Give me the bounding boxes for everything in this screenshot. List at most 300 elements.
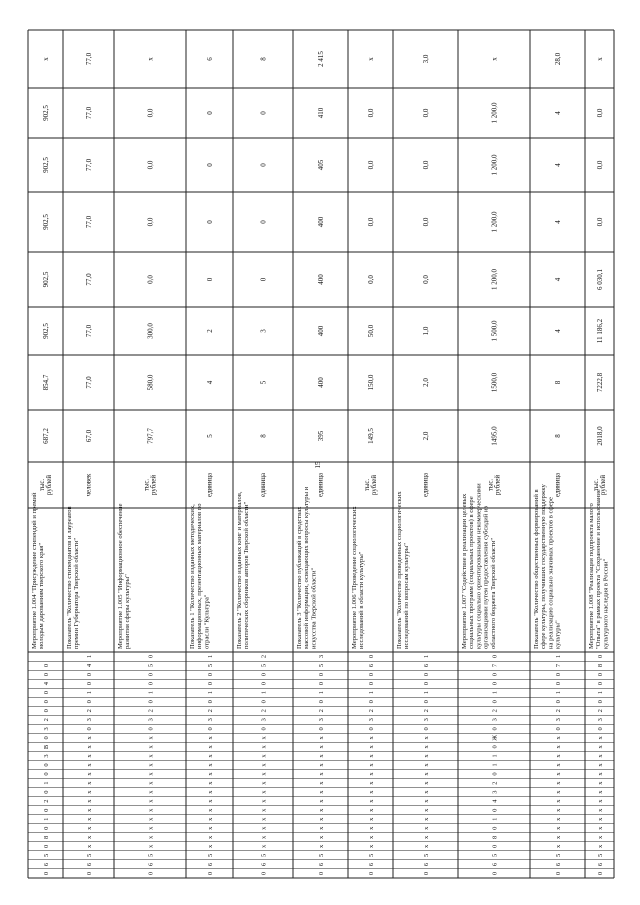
code-digit: 6 — [207, 862, 214, 867]
code-digit: 0 — [147, 700, 155, 704]
code-digit: x — [318, 790, 325, 794]
code-digit: 2 — [597, 709, 604, 713]
code-digit: 5 — [491, 853, 499, 858]
code-digit: x — [147, 808, 155, 812]
code-digit: 2 — [555, 709, 562, 713]
cell-value: 0,0 — [422, 160, 430, 170]
code-digit: x — [555, 736, 562, 740]
code-digit: 0 — [260, 871, 268, 876]
cell-name-line: Показатель "Количество проведенных социологических — [396, 491, 403, 649]
code-digit: 0 — [597, 700, 604, 704]
code-digit: 3 — [491, 790, 499, 794]
code-digit: 0 — [86, 672, 93, 677]
code-digit: x — [597, 736, 604, 740]
code-digit: x — [423, 790, 430, 794]
code-digit: x — [207, 763, 214, 767]
code-digit: 0 — [43, 790, 50, 794]
cell-name-line: Мероприятие 1.008 "Реализация подпроекта малого — [588, 503, 595, 649]
cell-value: 0,0 — [422, 108, 430, 118]
code-digit: x — [86, 808, 93, 812]
code-digit: 0 — [597, 654, 604, 659]
cell-value: 0 — [206, 220, 214, 224]
cell-value: 902,5 — [42, 214, 50, 230]
code-digit: 6 — [597, 862, 604, 867]
code-digit: 0 — [260, 700, 268, 704]
code-digit: x — [86, 826, 93, 830]
code-digit: x — [207, 844, 214, 848]
cell-value: 0,0 — [596, 217, 604, 227]
cell-value: 0,0 — [146, 217, 155, 227]
cell-unit: единица — [206, 473, 214, 497]
code-digit: В — [43, 744, 50, 750]
code-digit: x — [555, 826, 562, 830]
code-digit: x — [597, 844, 604, 848]
code-digit: 0 — [318, 682, 325, 686]
code-digit: x — [423, 736, 430, 740]
code-digit: 3 — [491, 718, 499, 722]
code-digit: x — [86, 763, 93, 767]
code-digit: 2 — [318, 709, 325, 713]
cell-value: 0 — [206, 111, 214, 115]
cell-value: x — [146, 57, 155, 61]
cell-value: 5 — [259, 380, 268, 385]
code-digit: 6 — [260, 862, 268, 867]
cell-unit: тыс. — [38, 478, 46, 492]
code-digit: 0 — [43, 808, 50, 812]
code-digit: 2 — [147, 709, 155, 713]
code-digit: 0 — [86, 682, 93, 686]
code-digit: 5 — [260, 663, 268, 668]
code-digit: x — [86, 817, 93, 821]
cell-unit: единица — [260, 473, 267, 497]
cell-name-line: культуры" — [554, 620, 562, 649]
code-digit: 0 — [43, 826, 50, 830]
code-digit: x — [423, 835, 430, 839]
code-digit: 1 — [207, 691, 214, 695]
cell-value: 0,0 — [367, 108, 375, 118]
code-digit: 5 — [555, 853, 562, 858]
code-digit: 0 — [555, 727, 562, 731]
cell-value: 6 030,1 — [596, 269, 604, 290]
code-digit: 0 — [491, 844, 499, 848]
cell-value: 8 — [554, 380, 562, 385]
code-digit: 0 — [147, 682, 155, 686]
code-digit: 5 — [207, 663, 214, 668]
code-digit: 0 — [260, 672, 268, 677]
cell-name-line: Мероприятие 1.004 "Присуждение стипендий и премий — [31, 492, 38, 649]
data-table — [28, 30, 614, 878]
code-digit: 5 — [423, 853, 430, 858]
cell-value: 77,0 — [85, 158, 93, 172]
code-digit: 3 — [207, 718, 214, 722]
code-digit: 0 — [147, 654, 155, 659]
cell-value: 8 — [259, 434, 268, 438]
code-digit: 0 — [423, 672, 430, 677]
code-digit: 1 — [318, 691, 325, 695]
cell-value: 7222,8 — [596, 372, 604, 393]
cell-value: 2,0 — [422, 431, 430, 441]
cell-value: 2,0 — [422, 378, 430, 387]
code-digit: 1 — [491, 763, 499, 767]
cell-value: x — [596, 57, 604, 61]
cell-value: 77,0 — [85, 376, 93, 389]
cell-value: 50,0 — [367, 324, 375, 338]
cell-value: 0 — [206, 163, 214, 167]
code-digit: 1 — [86, 654, 93, 659]
code-digit: x — [368, 826, 375, 830]
code-digit: 0 — [491, 871, 499, 876]
code-digit: x — [555, 790, 562, 794]
code-digit: x — [555, 808, 562, 812]
code-digit: 3 — [43, 754, 50, 758]
code-digit: 3 — [260, 718, 268, 722]
code-digit: x — [318, 844, 325, 848]
cell-value: 1 500,0 — [490, 320, 499, 342]
code-digit: 7 — [491, 663, 499, 668]
cell-unit: единица — [554, 473, 562, 497]
code-digit: x — [423, 745, 430, 749]
code-digit: x — [260, 754, 268, 758]
cell-value: 2 415 — [317, 51, 325, 67]
code-digit: x — [86, 844, 93, 848]
code-digit: x — [368, 763, 375, 767]
cell-value: 0,0 — [422, 275, 430, 284]
code-digit: 6 — [368, 663, 375, 668]
code-digit: x — [207, 736, 214, 740]
code-digit: x — [207, 754, 214, 758]
code-digit: x — [318, 736, 325, 740]
code-digit: 4 — [491, 799, 499, 803]
cell-value: 4 — [554, 163, 562, 167]
cell-value: 0,0 — [596, 108, 604, 118]
cell-unit: единица — [422, 473, 430, 497]
code-digit: x — [555, 835, 562, 839]
code-digit: x — [260, 772, 268, 776]
code-digit: x — [318, 817, 325, 821]
cell-value: 2018,0 — [596, 426, 604, 446]
code-digit: 1 — [423, 654, 430, 659]
cell-value: 8 — [259, 57, 268, 61]
code-digit: x — [368, 835, 375, 839]
cell-value: 395 — [317, 430, 325, 442]
cell-value: 4 — [554, 277, 562, 282]
cell-value: 1,0 — [422, 326, 430, 336]
cell-value: 77,0 — [85, 52, 93, 66]
code-digit: x — [147, 817, 155, 821]
code-digit: x — [86, 772, 93, 776]
cell-value: 400 — [317, 325, 325, 337]
code-digit: x — [368, 817, 375, 821]
code-digit: x — [260, 808, 268, 812]
cell-value: 8 — [554, 434, 562, 438]
code-digit: 3 — [597, 718, 604, 722]
code-digit: x — [260, 817, 268, 821]
code-digit: x — [147, 736, 155, 740]
code-digit: x — [260, 835, 268, 839]
cell-name-line: премии Губернатора Тверской области" — [73, 537, 81, 649]
cell-name-line: Мероприятие 1.006 "Проведение социологических — [351, 506, 358, 649]
code-digit: 5 — [147, 853, 155, 858]
code-digit: 4 — [43, 682, 50, 686]
code-digit: x — [147, 772, 155, 776]
cell-value: 0,0 — [367, 217, 375, 227]
cell-value: 0,0 — [146, 108, 155, 118]
code-digit: 2 — [260, 654, 268, 659]
code-digit: 5 — [86, 853, 93, 858]
cell-value: 854,7 — [42, 374, 50, 391]
code-digit: 0 — [318, 727, 325, 731]
cell-value: 77,0 — [85, 273, 93, 286]
code-digit: 0 — [368, 727, 375, 731]
code-digit: 0 — [43, 672, 50, 677]
code-digit: x — [86, 754, 93, 758]
cell-value: 902,5 — [42, 271, 50, 288]
code-digit: 3 — [86, 718, 93, 722]
code-digit: 0 — [423, 682, 430, 686]
cell-value: 410 — [317, 107, 325, 119]
code-digit: 0 — [86, 700, 93, 704]
cell-value: x — [367, 57, 375, 61]
code-digit: x — [555, 781, 562, 785]
code-digit: x — [423, 826, 430, 830]
cell-unit: тыс. — [487, 478, 495, 492]
code-digit: 0 — [423, 700, 430, 704]
cell-name-line: культуры социально ориентированными некоммерческими — [475, 483, 483, 649]
cell-name-line: отрасли "Культура" — [203, 594, 211, 649]
table-row — [396, 54, 430, 875]
cell-value: 4 — [554, 111, 562, 115]
cell-name-line: Показатель 2 "Количество изданных книг и материалов, — [236, 491, 243, 649]
code-digit: 1 — [555, 654, 562, 659]
code-digit: x — [368, 772, 375, 776]
code-digit: 0 — [597, 871, 604, 876]
code-digit: 0 — [43, 763, 50, 767]
code-digit: 1 — [555, 691, 562, 695]
code-digit: x — [86, 835, 93, 839]
cell-value: 0,0 — [146, 160, 155, 170]
code-digit: x — [260, 790, 268, 794]
cell-value: x — [42, 57, 50, 61]
code-digit: 5 — [207, 853, 214, 858]
cell-value: 580,0 — [146, 374, 155, 391]
code-digit: x — [555, 844, 562, 848]
code-digit: 3 — [423, 718, 430, 722]
table-row — [351, 57, 378, 875]
code-digit: x — [260, 781, 268, 785]
code-digit: 8 — [43, 835, 50, 839]
code-digit: 3 — [43, 727, 50, 731]
code-digit: x — [597, 835, 604, 839]
code-digit: 0 — [423, 871, 430, 876]
cell-value: 902,5 — [42, 323, 50, 339]
cell-name-line: молодым дарованиям тверского края" — [38, 542, 46, 649]
table-row — [461, 57, 502, 875]
code-digit: Ж — [491, 734, 499, 741]
code-digit: 0 — [423, 727, 430, 731]
cell-value: 77,0 — [85, 215, 93, 229]
code-digit: x — [597, 781, 604, 785]
code-digit: x — [86, 790, 93, 794]
cell-value: 902,5 — [42, 105, 50, 121]
code-digit: x — [597, 754, 604, 758]
code-digit: x — [555, 817, 562, 821]
table-row — [533, 52, 562, 875]
cell-value: 0,0 — [596, 160, 604, 170]
cell-name-line: массовой информации, освещающих вопросы культуры и — [303, 486, 311, 649]
code-digit: 1 — [147, 691, 155, 695]
code-digit: x — [555, 754, 562, 758]
cell-value: 4 — [554, 220, 562, 224]
cell-name-line: исследований в области культуры" — [358, 551, 366, 649]
code-digit: 0 — [491, 672, 499, 677]
code-digit: x — [423, 799, 430, 803]
code-digit: 6 — [86, 862, 93, 867]
code-digit: 1 — [491, 691, 499, 695]
code-digit: 8 — [491, 835, 499, 839]
cell-value: 0,0 — [146, 275, 155, 284]
code-digit: x — [147, 844, 155, 848]
code-digit: 7 — [555, 663, 562, 668]
code-digit: 3 — [555, 718, 562, 722]
code-digit: 0 — [43, 844, 50, 848]
code-digit: 5 — [260, 853, 268, 858]
code-digit: x — [318, 772, 325, 776]
code-digit: 0 — [491, 727, 499, 731]
code-digit: 0 — [491, 808, 499, 812]
cell-value: 4 — [206, 380, 214, 385]
code-digit: x — [368, 799, 375, 803]
cell-unit: тыс. — [592, 478, 600, 492]
code-digit: 0 — [207, 871, 214, 876]
code-digit: 0 — [597, 727, 604, 731]
code-digit: x — [260, 844, 268, 848]
cell-value: 400 — [317, 216, 325, 228]
code-digit: 0 — [147, 727, 155, 731]
cell-value: 1 200,0 — [490, 211, 499, 233]
code-digit: x — [207, 835, 214, 839]
code-digit: x — [555, 772, 562, 776]
cell-value: 1500,0 — [490, 372, 499, 393]
code-digit: x — [423, 808, 430, 812]
code-digit: 5 — [368, 853, 375, 858]
cell-value: 0 — [259, 163, 268, 167]
code-digit: x — [86, 781, 93, 785]
code-digit: 0 — [368, 682, 375, 686]
code-digit: 1 — [207, 654, 214, 659]
code-digit: x — [368, 736, 375, 740]
code-digit: x — [555, 799, 562, 803]
code-digit: x — [147, 835, 155, 839]
cell-unit: рублей — [371, 475, 379, 495]
cell-name-line: Показатель "Количество стипендиатов и лауреатов — [66, 506, 73, 649]
code-digit: 0 — [43, 709, 50, 713]
code-digit: x — [597, 772, 604, 776]
code-digit: 0 — [318, 871, 325, 876]
code-digit: 0 — [555, 871, 562, 876]
code-digit: 0 — [147, 871, 155, 876]
cell-unit: единица — [317, 473, 325, 497]
cell-name-line: Мероприятие 1.005 "Информационное обеспечение — [117, 503, 124, 649]
code-digit: x — [555, 763, 562, 767]
code-digit: x — [368, 754, 375, 758]
code-digit: 2 — [368, 709, 375, 713]
cell-value: 4 — [554, 329, 562, 333]
code-digit: 0 — [86, 871, 93, 876]
cell-value: 0 — [259, 220, 268, 224]
code-digit: x — [147, 781, 155, 785]
code-digit: x — [260, 745, 268, 749]
code-digit: 2 — [423, 709, 430, 713]
cell-value: 77,0 — [85, 106, 93, 120]
code-digit: x — [318, 763, 325, 767]
code-digit: x — [207, 772, 214, 776]
cell-unit: человек — [85, 473, 93, 497]
cell-value: x — [490, 57, 499, 61]
code-digit: x — [423, 772, 430, 776]
cell-value: 0,0 — [367, 160, 375, 170]
code-digit: 0 — [368, 700, 375, 704]
cell-value: 0 — [259, 111, 268, 115]
cell-value: 902,5 — [42, 157, 50, 173]
code-digit: x — [318, 781, 325, 785]
code-digit: 0 — [597, 682, 604, 686]
code-digit: x — [318, 754, 325, 758]
code-digit: x — [423, 763, 430, 767]
cell-value: 6 — [206, 57, 214, 61]
code-digit: 0 — [491, 654, 499, 659]
cell-value: 28,0 — [554, 52, 562, 66]
code-digit: 0 — [260, 727, 268, 731]
code-digit: x — [423, 781, 430, 785]
cell-value: 150,0 — [367, 374, 375, 391]
cell-value: 67,0 — [85, 429, 93, 443]
cell-value: 1 200,0 — [490, 154, 499, 176]
cell-name-line: политических сборников авторов Тверской области" — [243, 501, 251, 649]
table-row — [588, 57, 609, 875]
code-digit: 0 — [555, 672, 562, 677]
code-digit: 0 — [555, 682, 562, 686]
cell-name-line: областного бюджета Тверской области" — [489, 537, 497, 649]
code-digit: 0 — [43, 700, 50, 704]
code-digit: 0 — [491, 700, 499, 704]
code-digit: x — [147, 799, 155, 803]
code-digit: x — [207, 817, 214, 821]
cell-name-line: Показатель "Количество общественных формирований в — [533, 489, 540, 649]
code-digit: 6 — [423, 862, 430, 867]
code-digit: 8 — [597, 663, 604, 668]
cell-value: 0 — [206, 277, 214, 282]
code-digit: x — [260, 736, 268, 740]
table-row — [236, 57, 268, 875]
cell-value: 11 186,2 — [596, 318, 604, 344]
code-digit: x — [147, 745, 155, 749]
code-digit: 0 — [368, 672, 375, 677]
code-digit: x — [260, 763, 268, 767]
code-digit: x — [318, 835, 325, 839]
table-row — [66, 52, 93, 875]
code-digit: 3 — [368, 718, 375, 722]
code-digit: 0 — [318, 672, 325, 677]
page-number: 15 — [314, 461, 322, 469]
code-digit: 5 — [43, 853, 50, 858]
code-digit: x — [318, 808, 325, 812]
code-digit: x — [260, 799, 268, 803]
code-digit: 0 — [368, 871, 375, 876]
code-digit: 0 — [491, 826, 499, 830]
code-digit: x — [368, 790, 375, 794]
code-digit: x — [368, 745, 375, 749]
code-digit: 1 — [43, 781, 50, 785]
